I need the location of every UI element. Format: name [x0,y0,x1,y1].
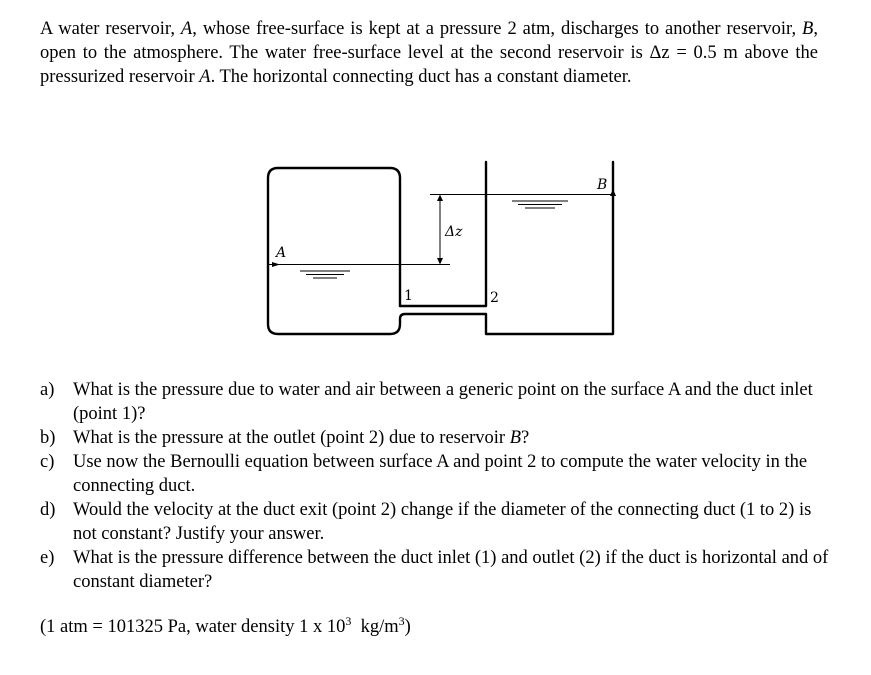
question-label: c) [40,452,55,472]
intro-reservoir-a: A [199,67,211,87]
question-text: What is the pressure due to water and air between a generic point on the surface A and the duct inlet (point 1)? [73,380,813,424]
question-list [40,378,830,594]
question-text: What is the pressure at the outlet (point 2) due to reservoir [73,428,510,448]
question-text: What is the pressure difference between the duct inlet (1) and outlet (2) if the duct is horizontal and of constant diameter? [73,548,829,592]
footnote-text: (1 atm = 101325 Pa, water density 1 x 10 [40,617,346,637]
intro-text: A water reservoir, [40,19,181,39]
intro-reservoir-a: A [180,19,193,39]
point-a-marker [272,262,280,267]
constants-footnote [40,615,411,639]
intro-text: , whose free-surface is kept at a pressure 2 atm, discharges to another reservoir, [192,19,803,39]
question-a [40,378,830,426]
label-reservoir-b: B [597,177,608,193]
label-point-2: 2 [490,290,499,306]
footnote-exponent: 3 [345,614,352,628]
question-text: Would the velocity at the duct exit (point 2) change if the diameter of the connecting duct (1 to 2) is not constant? Justify your answer. [73,500,812,544]
point-b-marker [610,189,616,196]
question-label: b) [40,428,56,448]
question-text: Use now the Bernoulli equation between surface A and point 2 to compute the water velocity in the connecting duct. [73,452,808,496]
question-text: ? [521,428,530,448]
question-e [40,546,830,594]
label-delta-z: Δz [445,224,463,240]
question-c [40,450,830,498]
dz-arrow-down [437,258,443,265]
label-reservoir-a: A [276,245,287,261]
question-b [40,426,830,450]
dz-arrow-up [437,195,443,202]
intro-text: , open to the atmosphere. The water free-surface level at the second reservoir is Δz = 0.5 m above the pressurized reservoir [40,19,818,87]
footnote-exponent: 3 [398,614,405,628]
footnote-text: kg/m [351,617,399,637]
question-label: a) [40,380,55,400]
footnote-text: ) [404,617,411,637]
question-reservoir-b: B [509,428,521,448]
duct-top-wall [400,162,486,306]
question-label: d) [40,500,56,520]
question-d [40,498,830,546]
intro-reservoir-b: B [802,19,814,39]
label-point-1: 1 [404,288,413,304]
question-label: e) [40,548,55,568]
intro-text: . The horizontal connecting duct has a constant diameter. [210,67,632,87]
